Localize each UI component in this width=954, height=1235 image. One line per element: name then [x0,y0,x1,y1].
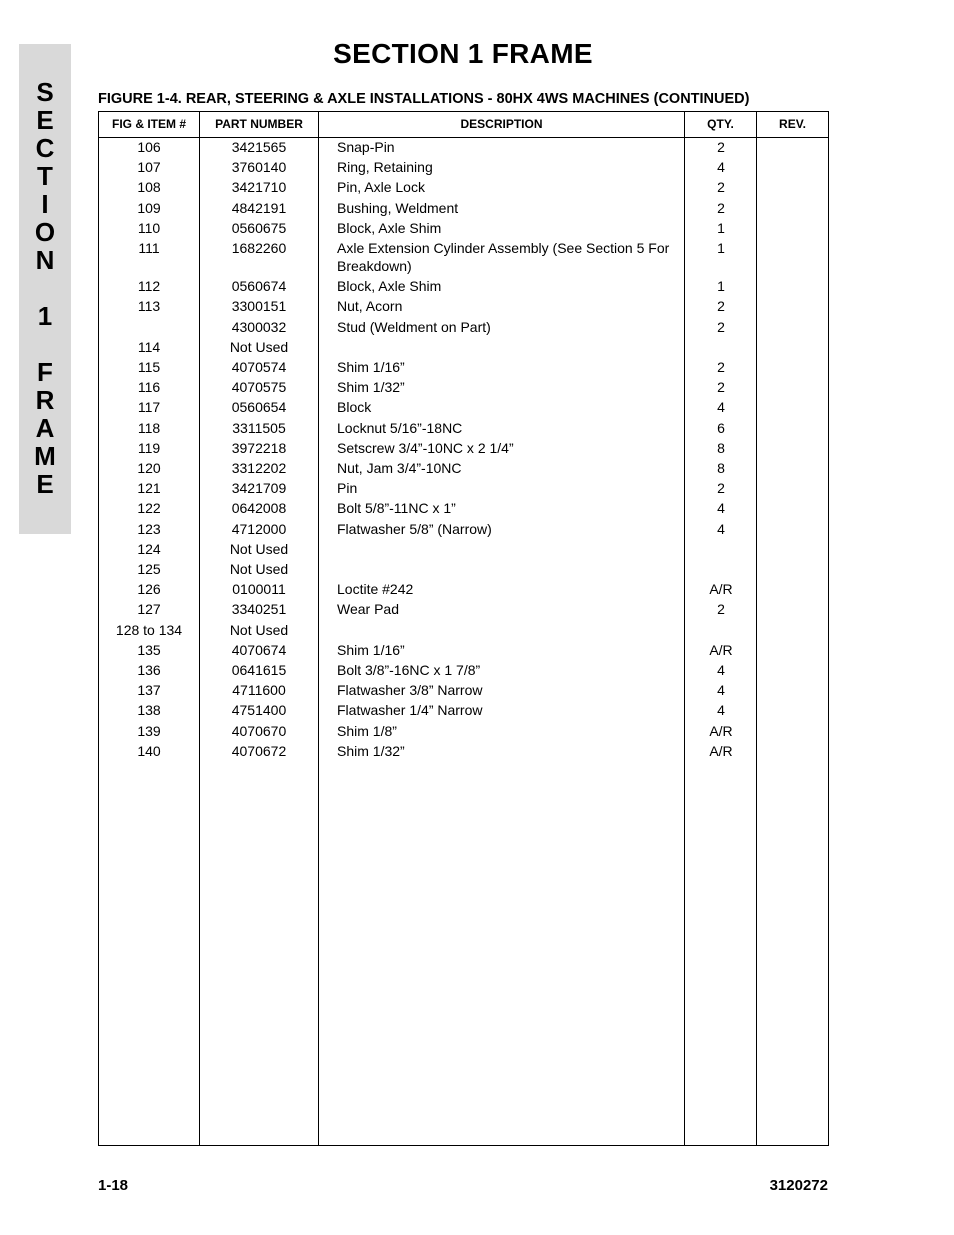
description-cell: Block [337,399,372,416]
part-number-cell: 4842191 [231,199,287,216]
part-number-cell: 3421709 [231,480,287,497]
side-tab-letter: C [35,133,55,163]
fig-item-cell: 119 [137,439,161,456]
fig-item-cell: 128 to 134 [115,621,183,638]
qty-cell: 2 [717,379,725,396]
fig-item-cell: 140 [137,742,161,759]
description-cell: Block, Axle Shim [337,278,442,295]
qty-cell: 2 [717,179,725,196]
qty-cell: 1 [717,278,725,295]
part-number-cell: 4070575 [231,379,287,396]
fig-item-cell: 136 [137,662,161,678]
qty-cell: 1 [717,240,725,256]
side-tab-letter: F [37,357,53,387]
description-cell: Stud (Weldment on Part) [337,318,491,335]
qty-cell: 4 [717,682,725,699]
header-description: DESCRIPTION [460,117,543,131]
fig-item-cell: 120 [137,460,161,476]
side-tab-letter: T [37,161,53,191]
part-number-cell: 4300032 [231,318,287,335]
part-number-cell: 0560654 [231,399,287,416]
qty-cell: 4 [717,399,725,416]
part-number-cell: 4070674 [231,641,287,658]
description-cell: Shim 1/16” [337,641,405,658]
description-cell: Flatwasher 3/8” Narrow [337,682,483,699]
part-number-cell: 3312202 [231,460,287,476]
description-cell: Snap-Pin [337,139,395,155]
part-number-cell: 0642008 [231,500,287,517]
header-part-number: PART NUMBER [215,117,303,131]
side-tab-letter: O [34,217,56,247]
side-tab-letter: E [36,105,54,135]
part-number-cell: 4070574 [231,359,287,375]
qty-cell: 2 [717,199,725,216]
fig-item-cell: 112 [137,278,161,295]
fig-item-cell: 110 [137,219,161,236]
qty-cell: 4 [717,520,725,537]
fig-item-cell: 116 [137,379,161,396]
fig-item-cell: 135 [137,641,161,658]
fig-item-cell: 125 [137,561,161,577]
qty-cell: 8 [717,460,725,476]
qty-cell: 4 [717,662,725,678]
qty-cell: A/R [709,581,733,598]
side-tab-letter: R [35,385,55,415]
description-cell: Pin, Axle Lock [337,179,425,196]
part-number-cell: 3421710 [231,179,287,196]
part-number-cell: 3972218 [231,439,287,456]
part-number-cell: 4070672 [231,742,287,759]
description-cell: Nut, Acorn [337,298,403,315]
part-number-cell: 0560675 [231,219,287,236]
description-cell: Loctite #242 [337,581,414,598]
part-number-cell: 3340251 [231,601,287,618]
description-cell: Shim 1/16” [337,359,405,375]
side-tab-letter: 1 [37,301,53,331]
description-cell: Nut, Jam 3/4”-10NC [337,460,462,476]
part-number-cell: 4712000 [231,520,287,537]
part-number-cell: 4751400 [231,702,287,719]
header-fig-item: FIG & ITEM # [111,117,186,131]
part-number-cell: 1682260 [231,240,287,256]
description-cell: Bushing, Weldment [337,199,459,216]
figure-title: FIGURE 1-4. REAR, STEERING & AXLE INSTALLATIONS - 80HX 4WS MACHINES (CONTINUED) [98,91,750,107]
description-cell: Shim 1/8” [337,722,397,739]
fig-item-cell: 124 [137,540,161,557]
part-number-cell: 3760140 [231,159,287,176]
description-cell: Ring, Retaining [337,159,433,176]
qty-cell: A/R [709,641,733,658]
qty-cell: 4 [717,702,725,719]
side-tab-letter: I [41,189,49,219]
header-rev: REV. [779,117,806,131]
qty-cell: 2 [717,318,725,335]
qty-cell: 2 [717,601,725,618]
part-number-cell: Not Used [229,561,289,577]
description-cell: Flatwasher 5/8” (Narrow) [337,520,492,537]
qty-cell: 6 [717,419,725,436]
part-number-cell: 0100011 [232,581,286,598]
header-qty: QTY. [707,117,734,131]
qty-cell: 2 [717,480,725,497]
description-cell: Axle Extension Cylinder Assembly (See Section 5 For Breakdown) [337,240,670,274]
part-number-cell: Not Used [229,540,289,557]
part-number-cell: Not Used [229,621,289,638]
description-cell: Shim 1/32” [337,742,405,759]
fig-item-cell: 106 [137,139,161,155]
column-divider [756,112,757,1145]
page-number: 1-18 [98,1177,129,1194]
section-title: SECTION 1 FRAME [333,38,593,69]
side-tab-letter: A [35,413,55,443]
fig-item-cell: 126 [137,581,161,598]
description-cell: Setscrew 3/4”-10NC x 2 1/4” [337,439,514,456]
part-number-cell: 3421565 [231,139,287,155]
description-cell: Locknut 5/16”-18NC [337,419,463,436]
part-number-cell: 4711600 [232,682,286,699]
fig-item-cell: 114 [137,338,161,355]
description-cell: Shim 1/32” [337,379,405,396]
qty-cell: 4 [717,500,725,517]
qty-cell: 2 [717,359,725,375]
qty-cell: 1 [717,219,725,236]
qty-cell: 8 [717,439,725,456]
fig-item-cell: 107 [137,159,161,176]
description-cell: Block, Axle Shim [337,219,442,236]
side-tab-letter: M [34,441,56,471]
part-number-cell: 3311505 [232,419,286,436]
description-cell: Pin [337,480,358,497]
fig-item-cell: 108 [137,179,161,196]
qty-cell: 4 [717,159,725,176]
parts-table [98,111,829,1146]
fig-item-cell: 111 [138,240,160,256]
fig-item-cell: 138 [137,702,161,719]
fig-item-cell: 127 [137,601,161,618]
side-tab-letter: E [36,469,54,499]
fig-item-cell: 109 [137,199,161,216]
part-number-cell: 0560674 [231,278,287,295]
fig-item-cell: 118 [137,419,161,436]
fig-item-cell: 117 [137,399,161,416]
part-number-cell: Not Used [229,338,289,355]
description-cell: Wear Pad [337,601,399,618]
description-cell: Flatwasher 1/4” Narrow [337,702,483,719]
side-tab-letter: S [36,77,54,107]
fig-item-cell: 123 [137,520,161,537]
column-divider [318,112,319,1145]
qty-cell: 2 [717,298,725,315]
qty-cell: A/R [709,742,733,759]
side-tab-letter: N [35,245,55,275]
qty-cell: A/R [709,722,733,739]
fig-item-cell: 115 [137,359,161,375]
fig-item-cell: 113 [137,298,161,315]
part-number-cell: 4070670 [231,722,287,739]
fig-item-cell: 122 [137,500,161,517]
fig-item-cell: 121 [137,480,161,497]
section-side-tab [19,44,71,534]
description-cell: Bolt 5/8”-11NC x 1” [337,500,456,517]
part-number-cell: 0641615 [231,662,287,678]
document-number: 3120272 [769,1177,828,1194]
fig-item-cell: 139 [137,722,161,739]
fig-item-cell: 137 [137,682,161,699]
part-number-cell: 3300151 [231,298,287,315]
column-divider [684,112,685,1145]
qty-cell: 2 [717,139,725,155]
description-cell: Bolt 3/8”-16NC x 1 7/8” [337,662,481,678]
